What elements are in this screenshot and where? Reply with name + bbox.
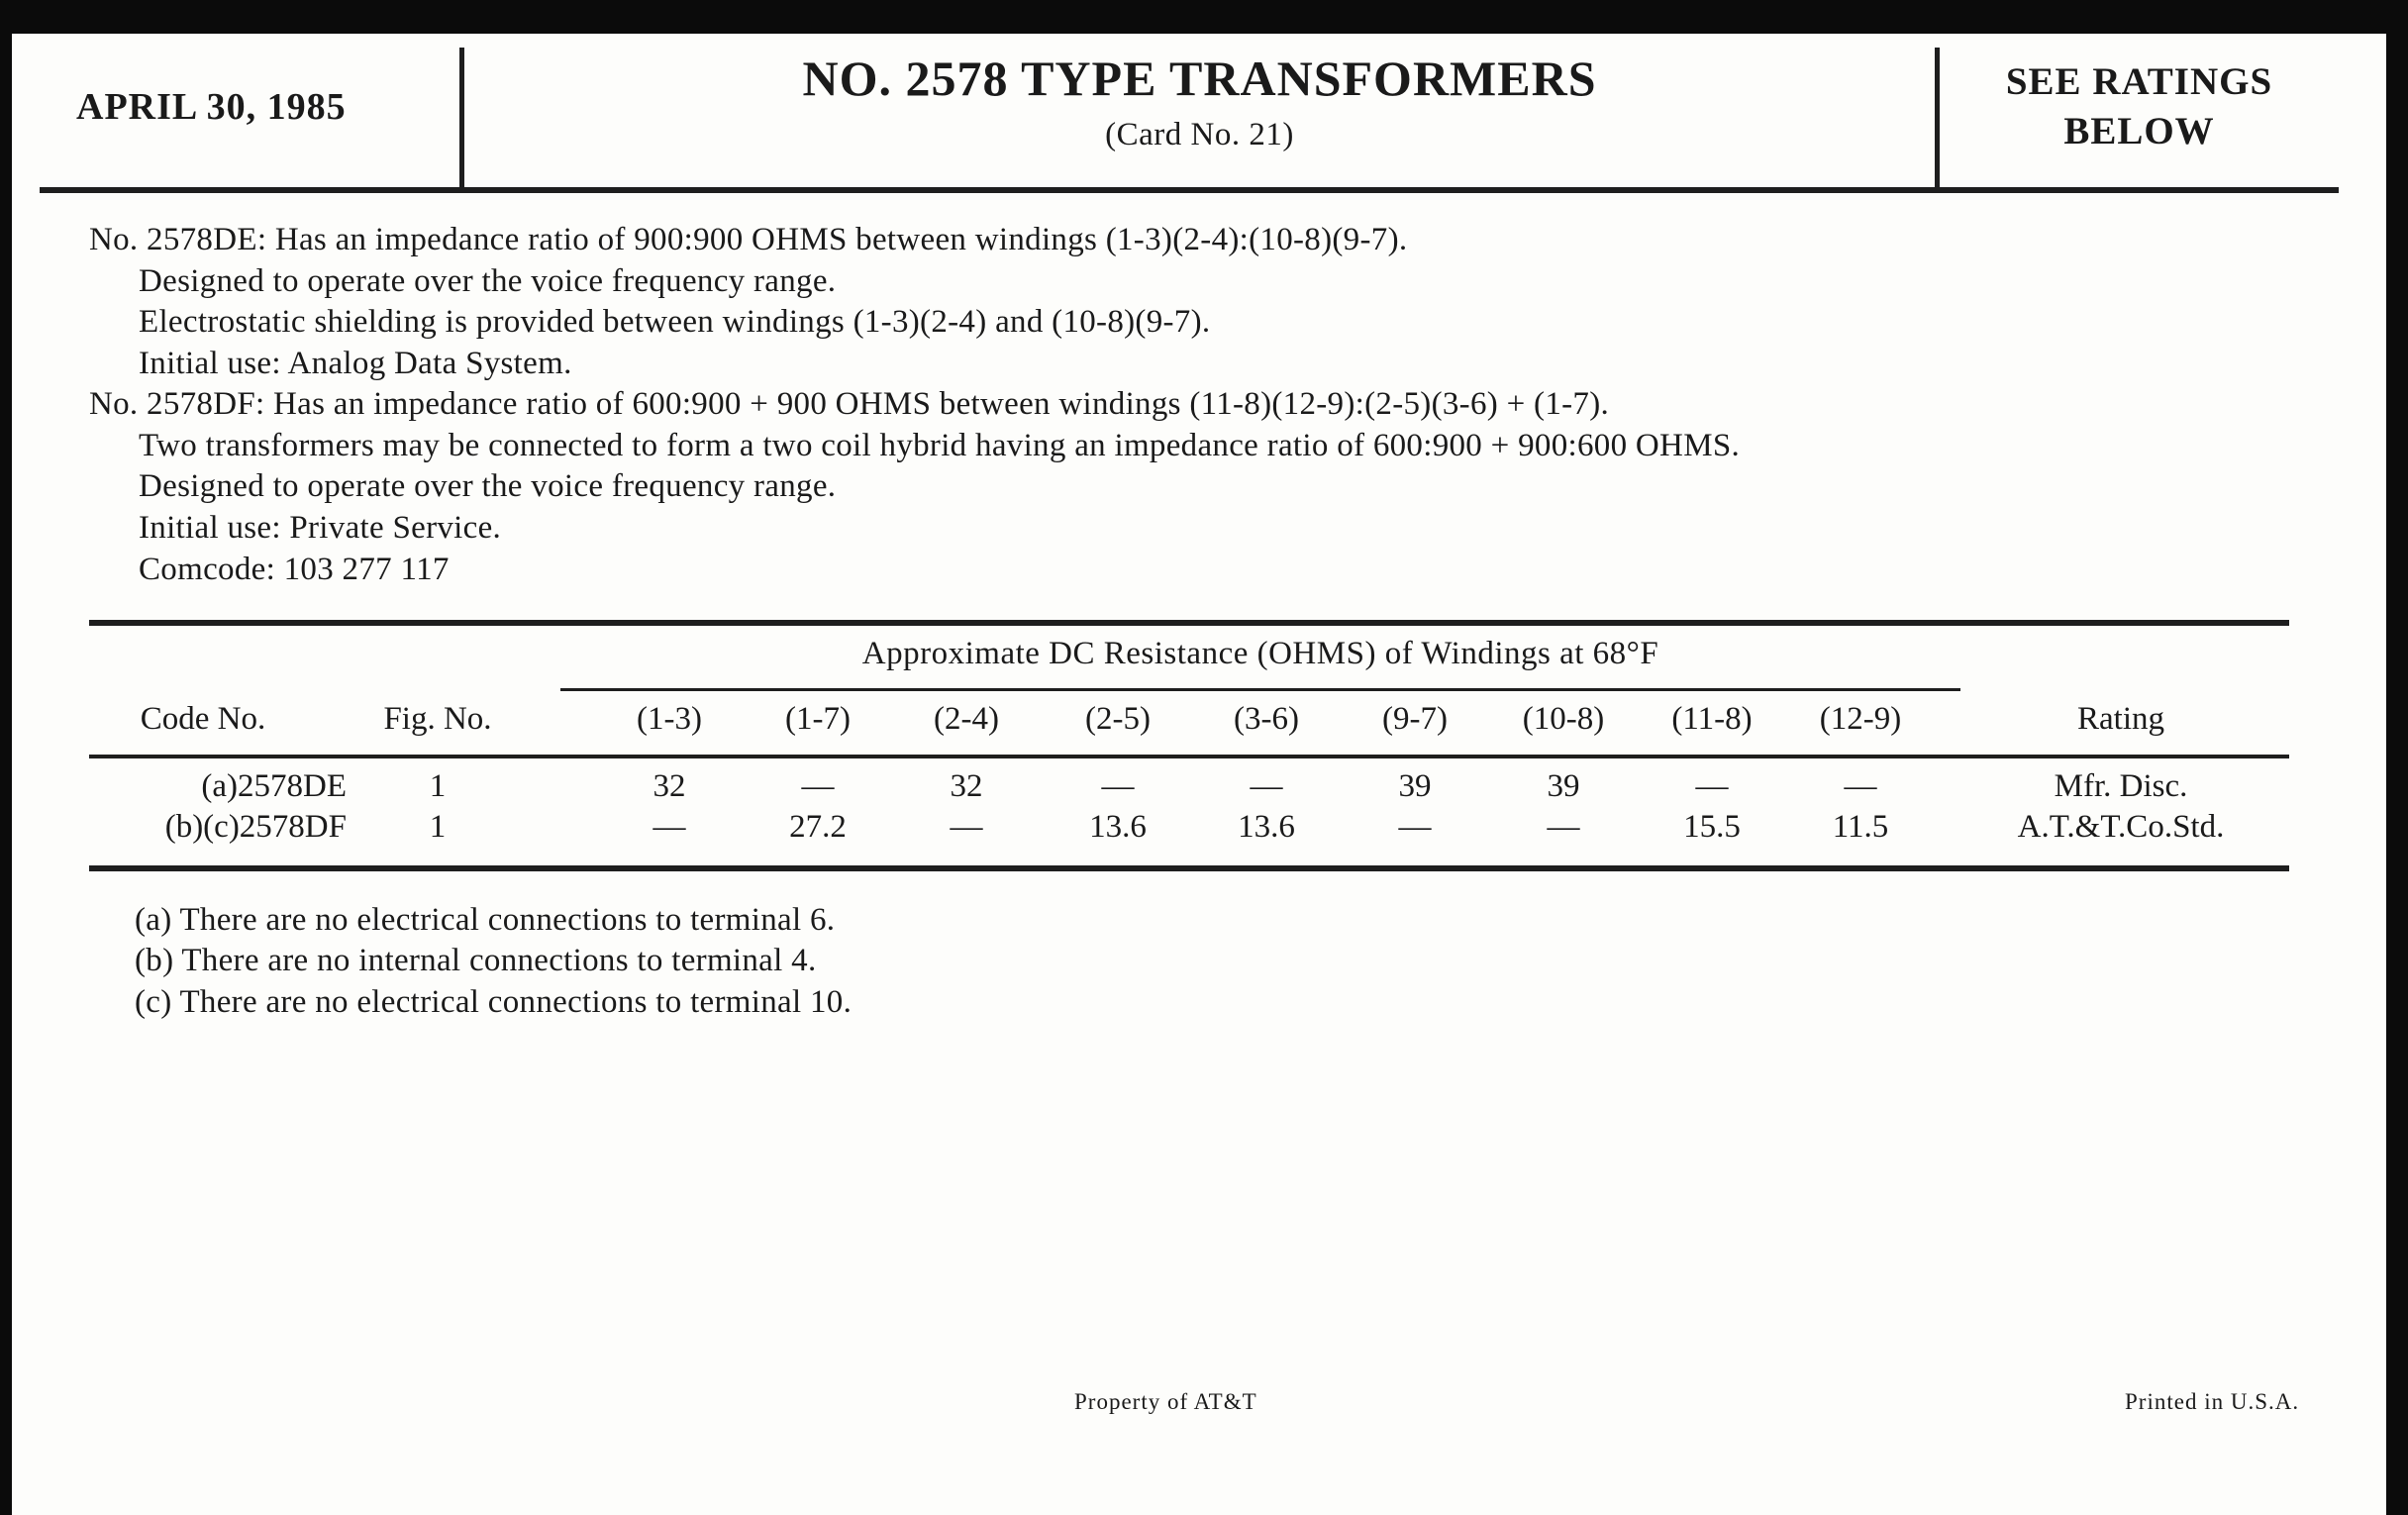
table-row-1-9-7: 39: [1398, 768, 1432, 804]
table-row-1-fig: 1: [429, 768, 447, 804]
table-row-2-1-3: —: [652, 809, 686, 845]
col-header-9-7: (9-7): [1382, 701, 1448, 737]
table-top-rule: [89, 620, 2289, 626]
desc-2578df-line2: Two transformers may be connected to form a two coil hybrid having an impedance ratio of 600:900 + 900:600 OHMS.: [139, 428, 1741, 463]
desc-2578df-line3: Designed to operate over the voice frequency range.: [139, 468, 837, 504]
table-header-rule: [89, 755, 2289, 758]
table-row-2-12-9: 11.5: [1832, 809, 1889, 845]
table-row-2-fig: 1: [429, 809, 447, 845]
table-row-2-9-7: —: [1398, 809, 1432, 845]
desc-2578df-heading: No. 2578DF: Has an impedance ratio of 600:900 + 900 OHMS between windings (11-8)(12-9):(2-5)(3-6) + (1-7).: [89, 386, 1610, 422]
table-row-1-12-9: —: [1844, 768, 1877, 804]
col-header-rating: Rating: [2077, 701, 2164, 737]
desc-2578df-line5: Comcode: 103 277 117: [139, 552, 450, 587]
card-date: APRIL 30, 1985: [76, 86, 347, 128]
table-row-2-11-8: 15.5: [1683, 809, 1741, 845]
ratings-note-line2: BELOW: [2063, 110, 2215, 152]
col-header-2-5: (2-5): [1085, 701, 1151, 737]
header-bottom-rule: [40, 187, 2339, 193]
table-row-1-11-8: —: [1695, 768, 1729, 804]
group-header-underline: [560, 688, 1960, 691]
table-row-1-1-3: 32: [652, 768, 686, 804]
table-bottom-rule: [89, 865, 2289, 871]
col-header-1-7: (1-7): [785, 701, 851, 737]
table-row-1-2-4: 32: [950, 768, 983, 804]
col-header-code-no: Code No.: [140, 701, 266, 737]
desc-2578df-line4: Initial use: Private Service.: [139, 510, 502, 546]
desc-2578de-line3: Electrostatic shielding is provided between windings (1-3)(2-4) and (10-8)(9-7).: [139, 304, 1211, 340]
col-header-10-8: (10-8): [1522, 701, 1605, 737]
desc-2578de-heading: No. 2578DE: Has an impedance ratio of 900:900 OHMS between windings (1-3)(2-4):(10-8)(9-7).: [89, 222, 1408, 257]
table-group-header: Approximate DC Resistance (OHMS) of Windings at 68°F: [861, 636, 1659, 671]
col-header-1-3: (1-3): [637, 701, 702, 737]
col-header-12-9: (12-9): [1819, 701, 1902, 737]
ratings-note-line1: SEE RATINGS: [2005, 60, 2273, 103]
col-header-fig-no: Fig. No.: [383, 701, 492, 737]
footer-property: Property of AT&T: [1074, 1389, 1257, 1414]
col-header-11-8: (11-8): [1671, 701, 1753, 737]
table-row-2-rating: A.T.&T.Co.Std.: [2017, 809, 2225, 845]
table-row-2-2-5: 13.6: [1089, 809, 1147, 845]
col-header-2-4: (2-4): [934, 701, 999, 737]
catalog-card: [12, 34, 2386, 1515]
desc-2578de-line4: Initial use: Analog Data System.: [139, 346, 572, 381]
card-number: (Card No. 21): [1105, 117, 1294, 152]
table-row-2-10-8: —: [1547, 809, 1580, 845]
note-c: (c) There are no electrical connections to terminal 10.: [135, 984, 853, 1020]
desc-2578de-line2: Designed to operate over the voice frequency range.: [139, 263, 837, 299]
table-row-1-rating: Mfr. Disc.: [2054, 768, 2188, 804]
col-header-3-6: (3-6): [1234, 701, 1299, 737]
table-row-1-code: (a)2578DE: [201, 768, 347, 804]
table-row-1-3-6: —: [1250, 768, 1283, 804]
page-title: NO. 2578 TYPE TRANSFORMERS: [802, 50, 1597, 106]
table-row-1-1-7: —: [801, 768, 835, 804]
footer-printed: Printed in U.S.A.: [2125, 1389, 2300, 1414]
note-b: (b) There are no internal connections to terminal 4.: [135, 943, 817, 978]
table-row-2-2-4: —: [950, 809, 983, 845]
table-row-2-3-6: 13.6: [1238, 809, 1295, 845]
table-row-1-2-5: —: [1101, 768, 1135, 804]
table-row-2-code: (b)(c)2578DF: [164, 809, 347, 845]
note-a: (a) There are no electrical connections to terminal 6.: [135, 902, 836, 938]
table-row-2-1-7: 27.2: [789, 809, 847, 845]
table-row-1-10-8: 39: [1547, 768, 1580, 804]
